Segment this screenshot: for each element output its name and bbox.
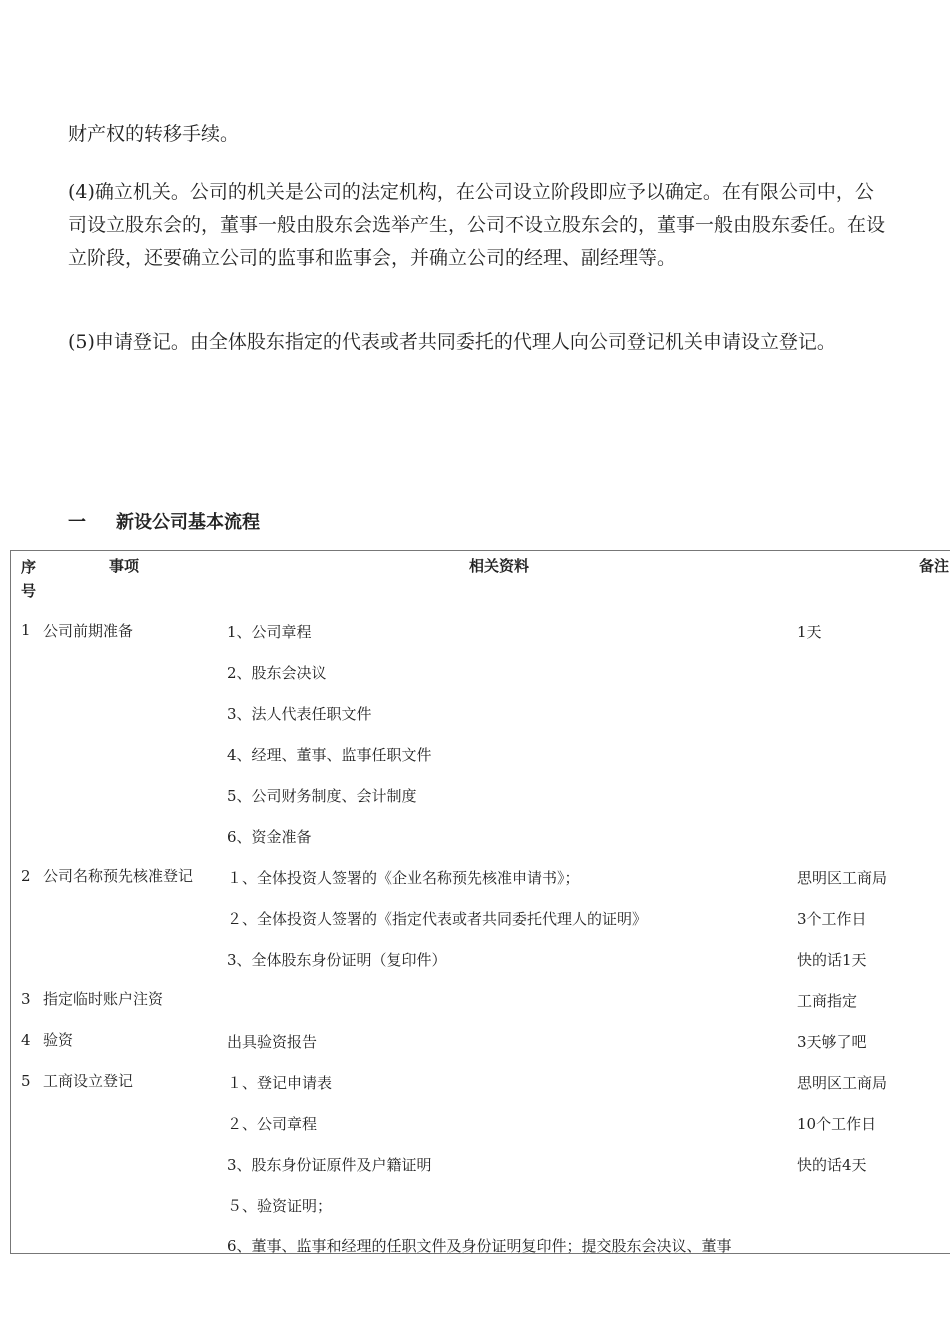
material-line: 出具验资报告 bbox=[227, 1033, 318, 1051]
row-item: 指定临时账户注资 bbox=[43, 990, 164, 1008]
header-note: 备注 bbox=[919, 557, 950, 575]
material-line: ５、验资证明； bbox=[227, 1197, 333, 1215]
note-line: 10个工作日 bbox=[797, 1115, 877, 1133]
material-line: 3、全体股东身份证明（复印件） bbox=[227, 951, 447, 969]
material-line: ２、全体投资人签署的《指定代表或者共同委托代理人的证明》 bbox=[227, 910, 648, 928]
material-line: 1、公司章程 bbox=[227, 623, 312, 641]
material-line: ２、公司章程 bbox=[227, 1115, 318, 1133]
note-line: 1天 bbox=[797, 623, 822, 641]
material-line: 4、经理、董事、监事任职文件 bbox=[227, 746, 432, 764]
header-item: 事项 bbox=[109, 557, 140, 575]
note-line: 3个工作日 bbox=[797, 910, 867, 928]
paragraph-apply-registration: (5)申请登记。由全体股东指定的代表或者共同委托的代理人向公司登记机关申请设立登记。 bbox=[68, 331, 836, 353]
material-line: 6、资金准备 bbox=[227, 828, 312, 846]
material-line: 6、董事、监事和经理的任职文件及身份证明复印件；提交股东会决议、董事 bbox=[227, 1237, 732, 1254]
material-line: 3、法人代表任职文件 bbox=[227, 705, 372, 723]
row-item: 工商设立登记 bbox=[43, 1072, 134, 1090]
material-line: １、全体投资人签署的《企业名称预先核准申请书》； bbox=[227, 869, 580, 887]
note-line: 思明区工商局 bbox=[797, 869, 888, 887]
row-seq: 3 bbox=[21, 990, 31, 1008]
header-seq: 序号 bbox=[21, 558, 37, 600]
note-line: 工商指定 bbox=[797, 992, 858, 1010]
row-seq: 5 bbox=[21, 1072, 31, 1090]
row-seq: 1 bbox=[21, 621, 31, 639]
section-number: 一 bbox=[68, 512, 86, 533]
material-line: 5、公司财务制度、会计制度 bbox=[227, 787, 417, 805]
section-heading bbox=[68, 508, 260, 534]
note-line: 3天够了吧 bbox=[797, 1033, 867, 1051]
process-table bbox=[10, 550, 950, 1254]
paragraph-transfer: 财产权的转移手续。 bbox=[68, 123, 240, 145]
row-item: 验资 bbox=[43, 1031, 74, 1049]
row-item: 公司前期准备 bbox=[43, 622, 134, 640]
header-materials: 相关资料 bbox=[469, 557, 530, 575]
row-seq: 2 bbox=[21, 867, 31, 885]
note-line: 快的话4天 bbox=[797, 1156, 867, 1174]
note-line: 快的话1天 bbox=[797, 951, 867, 969]
material-line: 3、股东身份证原件及户籍证明 bbox=[227, 1156, 432, 1174]
material-line: 2、股东会决议 bbox=[227, 664, 327, 682]
note-line: 思明区工商局 bbox=[797, 1074, 888, 1092]
paragraph-establish-organs: (4)确立机关。公司的机关是公司的法定机构，在公司设立阶段即应予以确定。在有限公司中，公司设立股东会的，董事一般由股东会选举产生，公司不设立股东会的，董事一般由股东委任。在设立阶段，还要确立公司的监事和监事会，并确立公司的经理、副经理等。 bbox=[68, 181, 886, 269]
row-seq: 4 bbox=[21, 1031, 31, 1049]
material-line: １、登记申请表 bbox=[227, 1074, 333, 1092]
section-title: 新设公司基本流程 bbox=[116, 512, 260, 533]
row-item: 公司名称预先核准登记 bbox=[43, 867, 194, 885]
